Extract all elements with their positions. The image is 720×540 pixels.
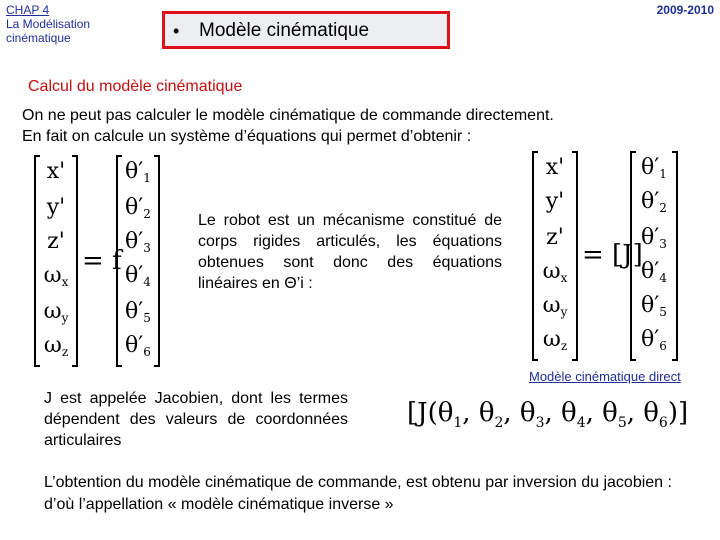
joint-entry-5: $\theta'_5$: [641, 293, 667, 319]
vector-entry-wx: $\omega_x$: [542, 259, 568, 285]
chapter-number: CHAP 4: [6, 3, 50, 17]
left-joint-vector: [116, 156, 160, 366]
chapter-title-line1: La Modélisation: [6, 17, 91, 31]
left-velocity-vector: [34, 156, 78, 366]
chapter-label: [6, 3, 90, 45]
joint-entry-4: $\theta'_4$: [125, 263, 151, 289]
intro-line1: On ne peut pas calculer le modèle cinématique de commande directement.: [22, 107, 554, 124]
vector-entry-wy: $\omega_y$: [43, 299, 69, 325]
joint-entry-5: $\theta'_5$: [125, 299, 151, 325]
jacobian-expression: [$J(\theta_1$, $\theta_2$, $\theta_3$, $\theta_4$, $\theta_5$, $\theta_6$)]: [407, 398, 689, 431]
joint-entry-2: $\theta'_2$: [125, 195, 151, 221]
vector-entry-x: x': [46, 159, 66, 184]
direct-model-caption: Modèle cinématique direct: [529, 369, 681, 384]
joint-entry-6: $\theta'_6$: [641, 327, 667, 353]
vector-entry-x: x': [545, 155, 565, 180]
title-bullet: •: [173, 21, 180, 41]
right-joint-vector: [630, 152, 678, 360]
vector-entry-y: y': [46, 195, 66, 220]
vector-entry-wz: $\omega_z$: [542, 327, 568, 353]
joint-entry-3: $\theta'_3$: [641, 225, 667, 251]
intro-line2: En fait on calcule un système d’équations qui permet d’obtenir :: [22, 128, 472, 145]
joint-entry-1: $\theta'_1$: [641, 155, 667, 181]
equals-j-operator: = [J]: [582, 240, 643, 270]
joint-entry-2: $\theta'_2$: [641, 189, 667, 215]
equals-f-operator: = f: [82, 246, 122, 276]
vector-entry-wx: $\omega_x$: [43, 263, 69, 289]
joint-entry-4: $\theta'_4$: [641, 259, 667, 285]
slide-title-box: [162, 11, 450, 49]
vector-entry-y: y': [545, 189, 565, 214]
joint-entry-3: $\theta'_3$: [125, 229, 151, 255]
slide-title: Modèle cinématique: [199, 20, 370, 41]
vector-entry-z: z': [47, 229, 65, 254]
jacobian-paragraph: J est appelée Jacobien, dont les termes dépendent des valeurs de coordonnées articulaires: [44, 390, 348, 449]
joint-entry-1: $\theta'_1$: [125, 159, 151, 185]
vector-entry-z: z': [546, 225, 564, 250]
section-subtitle: Calcul du modèle cinématique: [28, 78, 243, 95]
conclusion-paragraph: L’obtention du modèle cinématique de commande, est obtenu par inversion du jacobien : d’où l’appellation « modèle cinématique inverse »: [44, 474, 672, 513]
academic-year: 2009-2010: [656, 3, 714, 17]
intro-paragraph: [22, 105, 702, 147]
right-velocity-vector: [532, 152, 578, 360]
vector-entry-wy: $\omega_y$: [542, 293, 568, 319]
joint-entry-6: $\theta'_6$: [125, 333, 151, 359]
linear-equations-paragraph: Le robot est un mécanisme constitué de corps rigides articulés, les équations obtenues sont donc des équations linéaires en Θ’i :: [198, 212, 502, 292]
chapter-title-line2: cinématique: [6, 31, 71, 45]
vector-entry-wz: $\omega_z$: [43, 333, 69, 359]
